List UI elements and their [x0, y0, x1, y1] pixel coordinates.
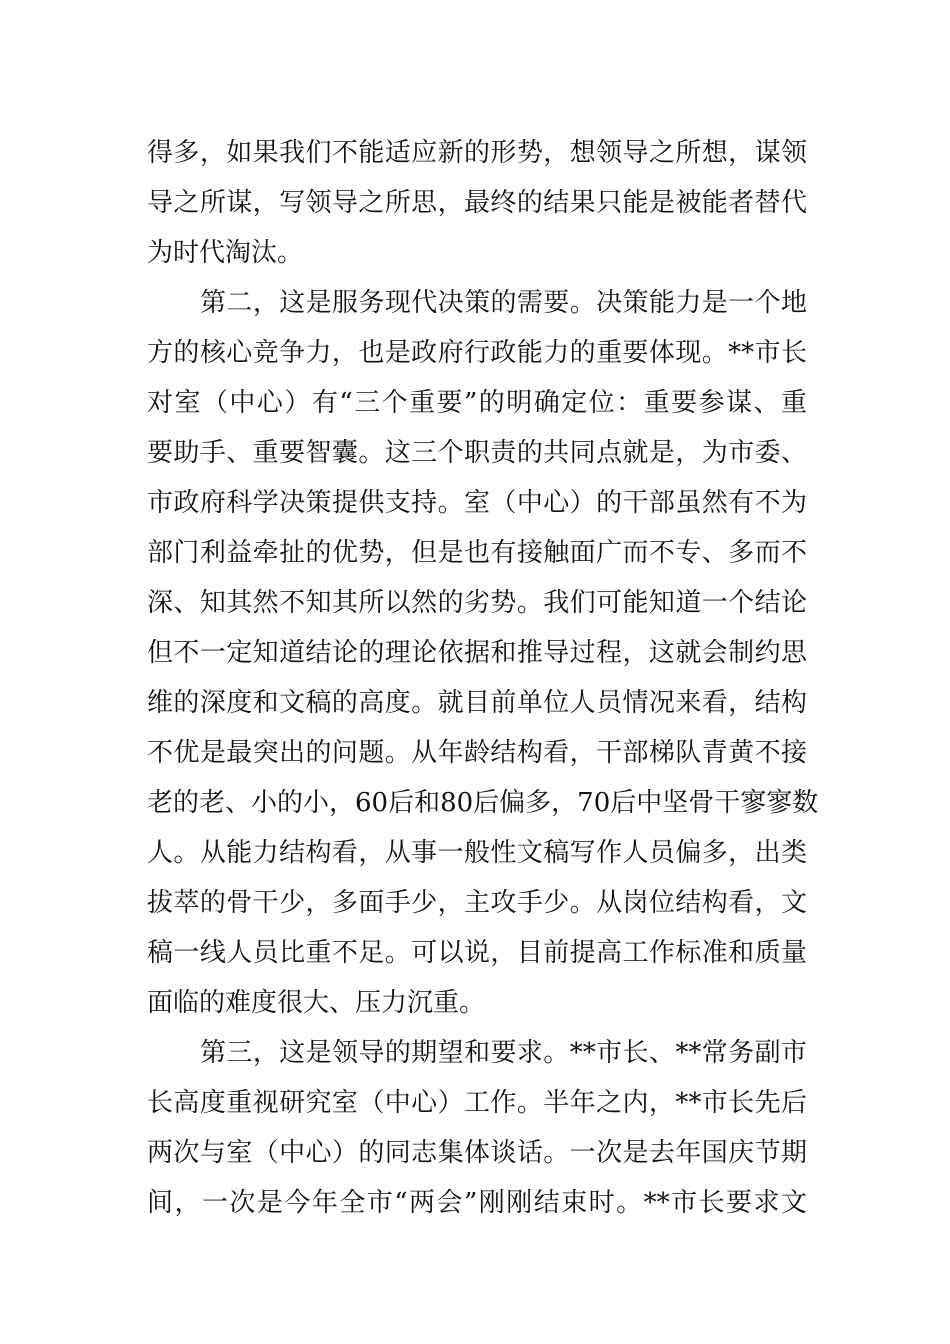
text-line: 老的老、小的小，60后和80后偏多，70后中坚骨干寥寥数 [147, 788, 819, 818]
text-line: 不优是最突出的问题。从年龄结构看，干部梯队青黄不接 [147, 738, 807, 768]
text-line: 要助手、重要智囊。这三个职责的共同点就是，为市委、 [147, 438, 807, 468]
text-line: 人。从能力结构看，从事一般性文稿写作人员偏多，出类 [147, 838, 807, 868]
text-line: 长高度重视研究室（中心）工作。半年之内，**市长先后 [147, 1088, 807, 1118]
paragraph-first-line: 第二，这是服务现代决策的需要。决策能力是一个地 [200, 288, 807, 318]
text-line: 间，一次是今年全市“两会”刚刚结束时。**市长要求文 [147, 1188, 807, 1218]
paragraph-first-line: 第三，这是领导的期望和要求。**市长、**常务副市 [200, 1038, 807, 1068]
text-line: 深、知其然不知其所以然的劣势。我们可能知道一个结论 [147, 588, 807, 618]
text-line: 方的核心竞争力，也是政府行政能力的重要体现。**市长 [147, 338, 807, 368]
text-line: 对室（中心）有“三个重要”的明确定位：重要参谋、重 [147, 388, 807, 418]
text-line: 面临的难度很大、压力沉重。 [147, 988, 486, 1018]
text-line: 两次与室（中心）的同志集体谈话。一次是去年国庆节期 [147, 1138, 807, 1168]
text-line: 但不一定知道结论的理论依据和推导过程，这就会制约思 [147, 638, 807, 668]
text-line: 稿一线人员比重不足。可以说，目前提高工作标准和质量 [147, 938, 807, 968]
text-line: 导之所谋，写领导之所思，最终的结果只能是被能者替代 [147, 188, 807, 218]
text-line: 为时代淘汰。 [147, 238, 304, 268]
text-line: 部门利益牵扯的优势，但是也有接触面广而不专、多而不 [147, 538, 807, 568]
text-line: 维的深度和文稿的高度。就目前单位人员情况来看，结构 [147, 688, 807, 718]
text-line: 得多，如果我们不能适应新的形势，想领导之所想，谋领 [147, 138, 807, 168]
text-line: 拔萃的骨干少，多面手少，主攻手少。从岗位结构看，文 [147, 888, 807, 918]
text-line: 市政府科学决策提供支持。室（中心）的干部虽然有不为 [147, 488, 807, 518]
